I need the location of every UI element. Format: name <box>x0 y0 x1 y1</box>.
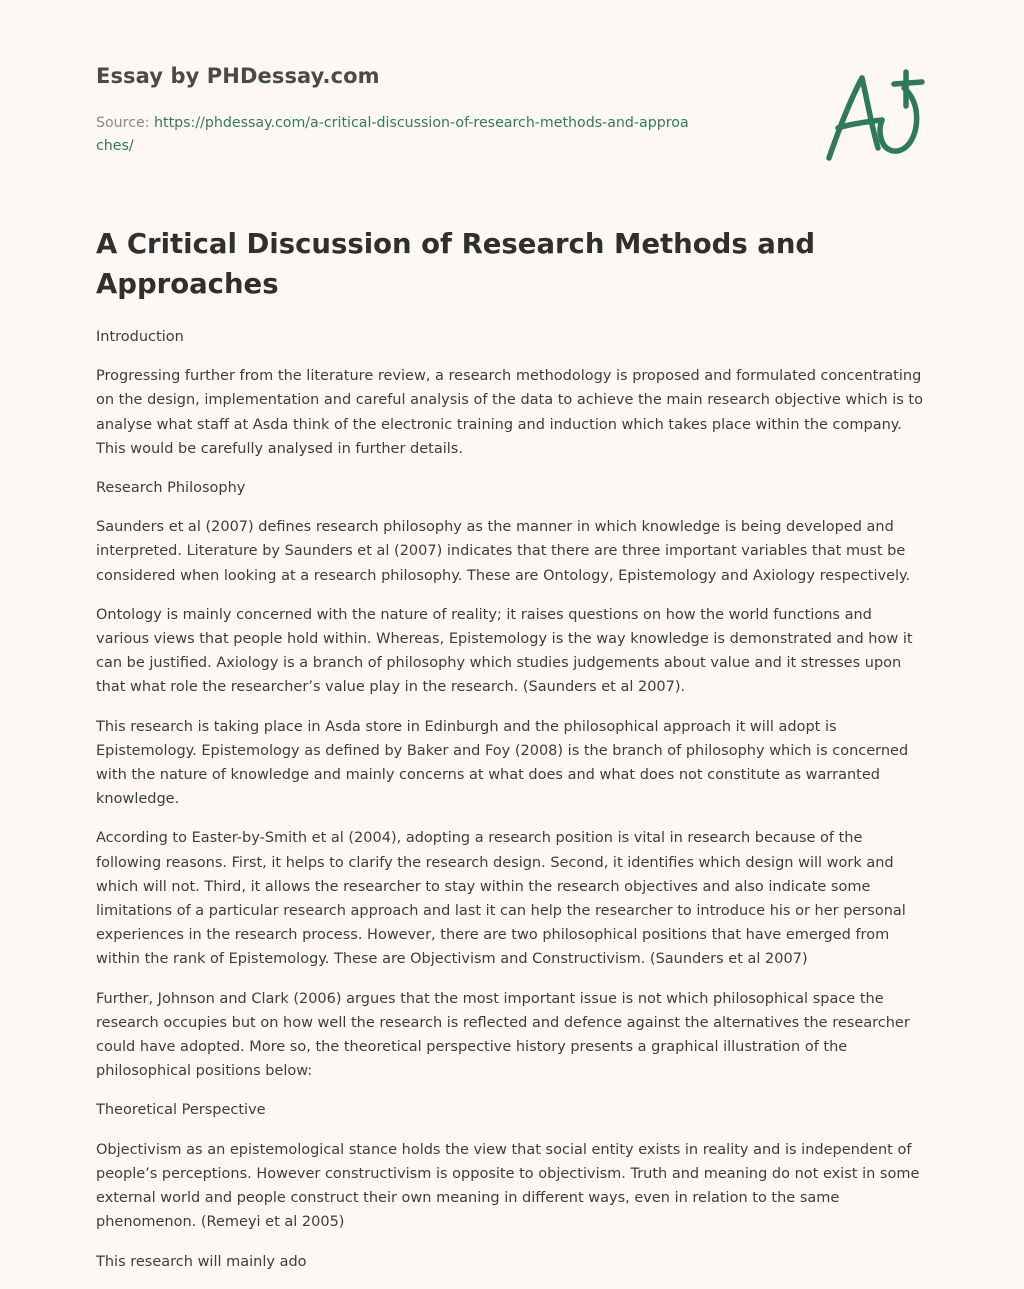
document-title: A Critical Discussion of Research Methods and Approaches <box>96 228 816 300</box>
paragraph: According to Easter-by-Smith et al (2004), adopting a research position is vital in research because of the following reasons. First, it helps to clarify the research design. Second, it identifies which design will work and which will not. Third, it allows the researcher to stay within the research objectives and also indicate some limitations of a particular research approach and last it can help the researcher to introduce his or her personal experiences in the research process. However, there are two philosophical positions that have emerged from within the rank of Epistemology. These are Objectivism and Constructivism. (Saunders et al 2007) <box>96 830 906 968</box>
source-link[interactable]: https://phdessay.com/a-critical-discussion-of-research-methods-and-approaches/ <box>96 115 689 154</box>
paragraph: Ontology is mainly concerned with the nature of reality; it raises questions on how the world functions and various views that people hold within. Whereas, Epistemology is the way knowledge is demonstrated and how it can be justified. Axiology is a branch of philosophy which studies judgements about value and it stresses upon that what role the researcher’s value play in the research. (Saunders et al 2007). <box>96 606 913 696</box>
source-label: Source: <box>96 115 155 131</box>
a-plus-icon <box>824 66 928 166</box>
paragraph: This research is taking place in Asda store in Edinburgh and the philosophical approach it will adopt is Epistemology. Epistemology as defined by Baker and Foy (2008) is the branch of philosophy which is concerned with the nature of knowledge and mainly concerns at what does and what does not constitute as warranted knowledge. <box>96 718 909 808</box>
source-line <box>96 112 696 158</box>
section-heading: Research Philosophy <box>96 480 246 497</box>
paragraph: Saunders et al (2007) defines research philosophy as the manner in which knowledge is being developed and interpreted. Literature by Saunders et al (2007) indicates that there are three important variables that must be considered when looking at a research philosophy. These are Ontology, Epistemology and Axiology respectively. <box>96 519 911 584</box>
section-heading: Theoretical Perspective <box>96 1102 266 1119</box>
essay-body <box>96 325 928 1289</box>
paragraph: This research will mainly ado <box>96 1253 307 1270</box>
paragraph: Objectivism as an epistemological stance holds the view that social entity exists in reality and is independent of people’s perceptions. However constructivism is opposite to objectivism. Truth and meaning do not exist in some external world and people construct their own meaning in different ways, even in relation to the same phenomenon. (Remeyi et al 2005) <box>96 1141 920 1231</box>
section-heading: Introduction <box>96 329 184 345</box>
paragraph: Progressing further from the literature review, a research methodology is proposed and formulated concentrating on the design, implementation and careful analysis of the data to achieve the main research objective which is to analyse what staff at Asda think of the electronic training and induction which takes place within the company. This would be carefully analysed in further details. <box>96 368 923 457</box>
site-title: Essay by PHDessay.com <box>96 64 380 88</box>
paragraph: Further, Johnson and Clark (2006) argues that the most important issue is not which philosophical space the research occupies but on how well the research is reflected and defence against the alternatives the researcher could have adopted. More so, the theoretical perspective history presents a graphical illustration of the philosophical positions below: <box>96 990 910 1080</box>
